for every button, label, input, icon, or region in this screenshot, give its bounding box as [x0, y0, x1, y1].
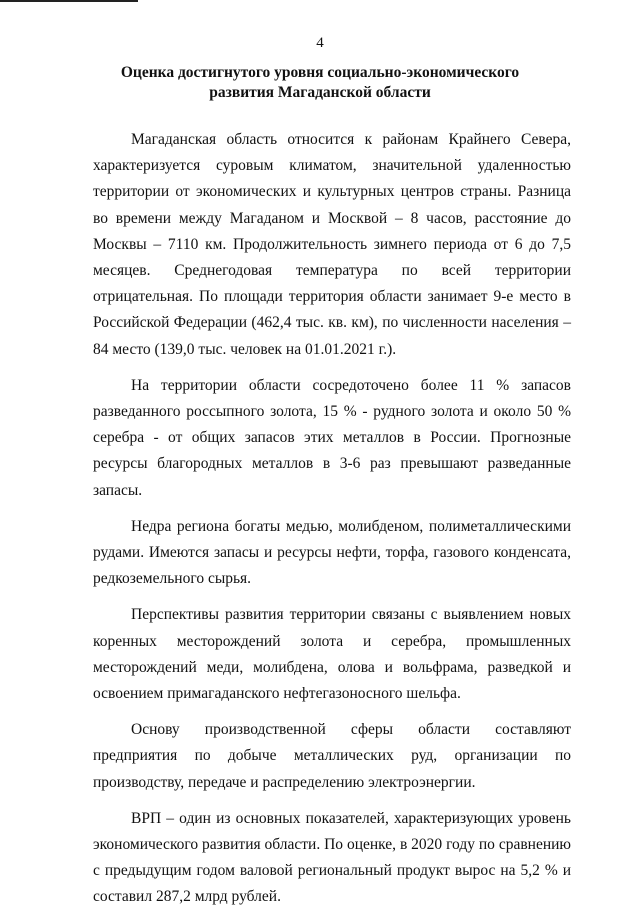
- title-line-1: Оценка достигнутого уровня социально-экономического: [120, 64, 520, 81]
- document-body: [93, 127, 571, 921]
- paragraph-mineral-resources: Недра региона богаты медью, молибденом, полиметаллическими рудами. Имеются запасы и ресурсы нефти, торфа, газового конденсата, редкоземельного сырья.: [93, 517, 571, 588]
- header-rule: [0, 0, 138, 2]
- paragraph-region-overview: Магаданская область относится к районам Крайнего Севера, характеризуется суровым климатом, значительной удаленностью территории от экономических и культурных центров страны. Разница во времени между Магаданом и Москвой – 8 часов, расстояние до Москвы – 7110 км. Продолжительность зимнего периода от 6 до 7,5 месяцев. Среднегодовая температура по всей территории отрицательная. По площади территория области занимает 9-е место в Российской Федерации (462,4 тыс. кв. км), по численности населения – 84 место (139,0 тыс. человек на 01.01.2021 г.).: [93, 131, 571, 358]
- page-number: 4: [316, 35, 324, 51]
- paragraph-grp: ВРП – один из основных показателей, характеризующих уровень экономического развития области. По оценке, в 2020 году по сравнению с предыдущим годом валовой региональный продукт вырос на 5,2 % и составил 287,2 млрд рублей.: [93, 809, 571, 906]
- paragraph-production-sector: Основу производственной сферы области составляют предприятия по добыче металлических руд, организации по производству, передаче и распределению электроэнергии.: [93, 721, 571, 791]
- title-line-2: развития Магаданской области: [209, 84, 431, 101]
- document-title: [100, 63, 540, 103]
- paragraph-precious-metals: На территории области сосредоточено более 11 % запасов разведанного россыпного золота, 15 % - рудного золота и около 50 % серебра - от общих запасов этих металлов в России. Прогнозные ресурсы благородных металлов в 3-6 раз превышают разведанные запасы.: [93, 376, 571, 499]
- paragraph-development-prospects: Перспективы развития территории связаны с выявлением новых коренных месторождений золота и серебра, промышленных месторождений меди, молибдена, олова и вольфрама, разведкой и освоением примагаданского нефтегазоносного шельфа.: [93, 606, 571, 703]
